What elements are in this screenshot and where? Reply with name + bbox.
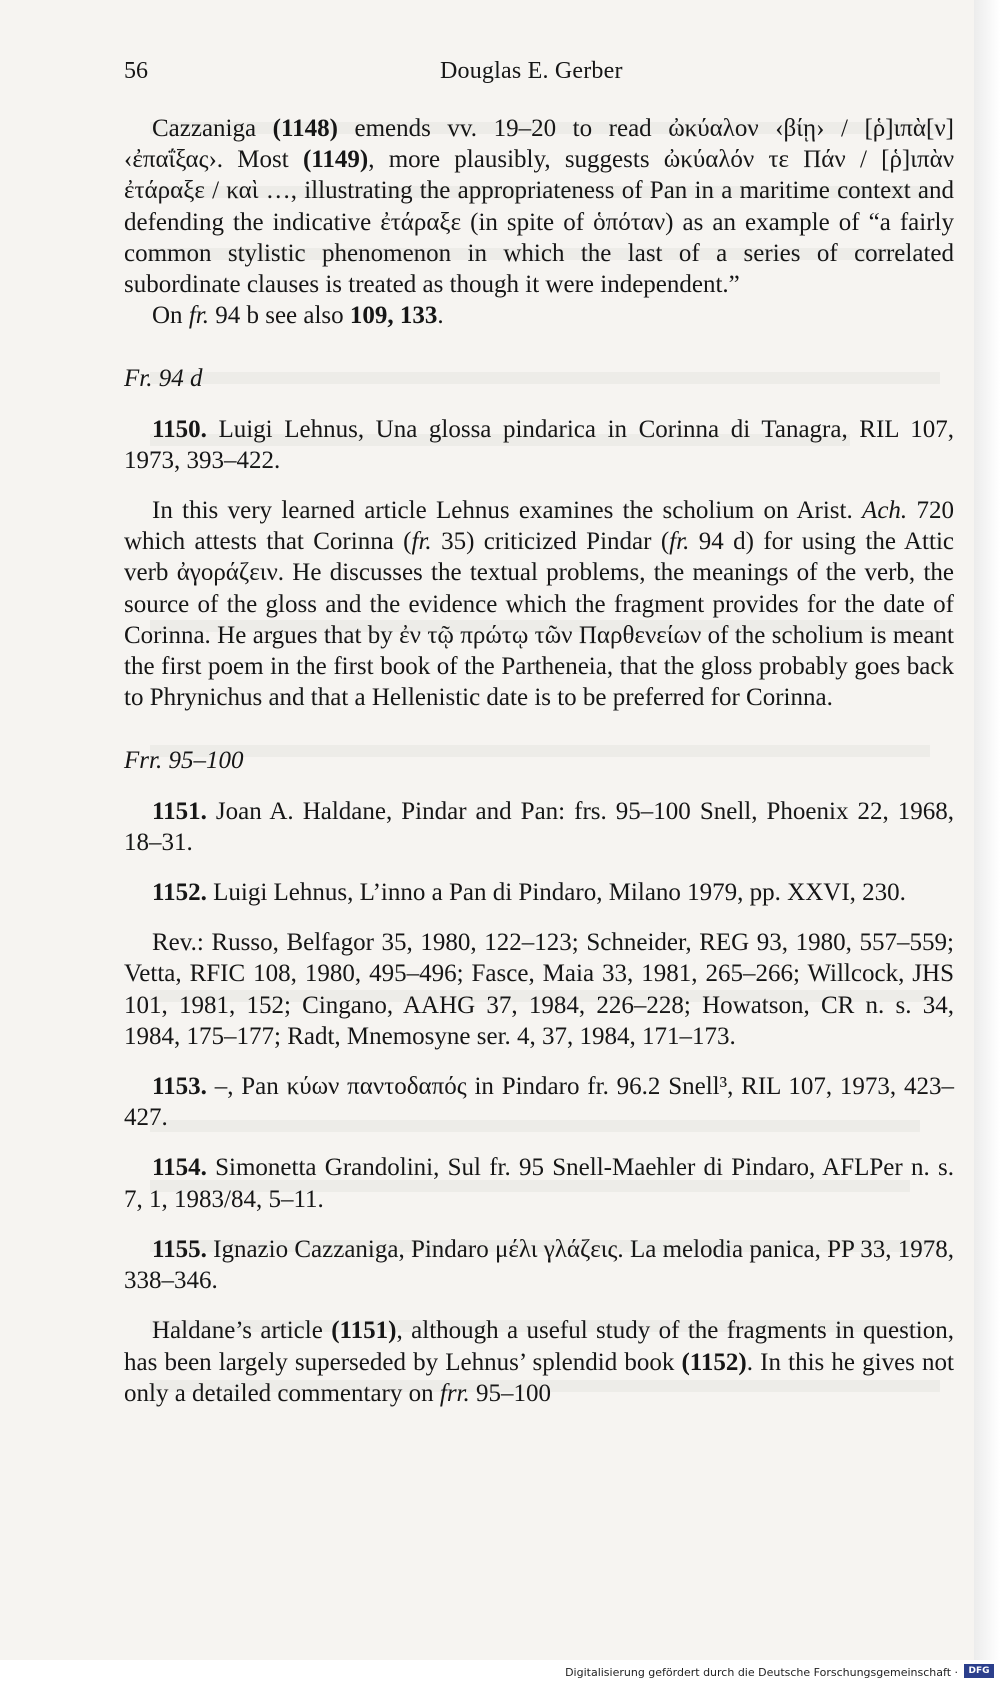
paragraph-cazzaniga-most: Cazzaniga (1148) emends vv. 19–20 to read ὠκύαλον ‹βίῃ› / [ῥ]ιπὰ[ν] ‹ἐπαΐξας›. Most (1149), more plausibly, suggests ὠκύαλόν τε Πάν / [ῥ]ιπὰν ἐτάραξε / καὶ …, illustrating the appropriateness of Pan in a maritime context and defending the indicative ἐτάραξε (in spite of ὁπόταν) as an example of “a fairly common stylistic phenomenon in which the last of a series of correlated subordinate clauses is treated as though it were independent.”: [124, 115, 954, 299]
bib-entry-1155: 1155. Ignazio Cazzaniga, Pindaro μέλι γλάζεις. La melodia panica, PP 33, 1978, 338–346.: [124, 1235, 954, 1295]
page-body: [124, 113, 954, 1409]
bib-entry-1154: 1154. Simonetta Grandolini, Sul fr. 95 Snell-Maehler di Pindaro, AFLPer n. s. 7, 1, 1983/84, 5–11.: [124, 1154, 954, 1213]
paragraph-lehnus-article: In this very learned article Lehnus examines the scholium on Arist. Ach. 720 which attests that Corinna (fr. 35) criticized Pindar (fr. 94 d) for using the Attic verb ἀγοράζειν. He discusses the textual problems, the meanings of the verb, the source of the gloss and the evidence which the fragment provides for the date of Corinna. He argues that by ἐν τῷ πρώτῳ τῶν Παρθενείων of the scholium is meant the first poem in the first book of the Partheneia, that the gloss probably goes back to Phrynichus and that a Hellenistic date is to be preferred for Corinna.: [124, 497, 954, 712]
page-header: [124, 58, 954, 88]
reviews-list: Rev.: Russo, Belfagor 35, 1980, 122–123; Schneider, REG 93, 1980, 557–559; Vetta, RFIC 108, 1980, 495–496; Fasce, Maia 33, 1981, 265–266; Willcock, JHS 101, 1981, 152; Cingano, AAHG 37, 1984, 226–228; Howatson, CR n. s. 34, 1984, 175–177; Radt, Mnemosyne ser. 4, 37, 1984, 171–173.: [124, 929, 954, 1050]
scan-edge: [974, 0, 1000, 1660]
dfg-logo: DFG: [964, 1664, 994, 1678]
footer-credit: Digitalisierung gefördert durch die Deutsche Forschungsgemeinschaft ·: [565, 1666, 958, 1679]
section-heading-frr-95-100: Frr. 95–100: [124, 747, 244, 775]
bib-entry-1151: 1151. Joan A. Haldane, Pindar and Pan: frs. 95–100 Snell, Phoenix 22, 1968, 18–31.: [124, 797, 954, 856]
running-head: Douglas E. Gerber: [440, 58, 623, 84]
page-number: 56: [124, 58, 148, 84]
bib-entry-1153: 1153. –, Pan κύων παντοδαπός in Pindaro fr. 96.2 Snell³, RIL 107, 1973, 423–427.: [124, 1073, 954, 1132]
bib-entry-1150: 1150. Luigi Lehnus, Una glossa pindarica in Corinna di Tanagra, RIL 107, 1973, 393–422.: [124, 415, 954, 474]
paragraph-see-also: On fr. 94 b see also 109, 133.: [152, 302, 444, 330]
digitization-footer: [0, 1660, 1000, 1683]
bib-entry-1152: 1152. Luigi Lehnus, L’inno a Pan di Pindaro, Milano 1979, pp. XXVI, 230.: [152, 879, 906, 907]
paragraph-haldane-lehnus: Haldane’s article (1151), although a useful study of the fragments in question, has been largely superseded by Lehnus’ splendid book (1152). In this he gives not only a detailed commentary on frr. 95–100: [124, 1317, 954, 1407]
section-heading-fr-94d: Fr. 94 d: [124, 365, 203, 393]
